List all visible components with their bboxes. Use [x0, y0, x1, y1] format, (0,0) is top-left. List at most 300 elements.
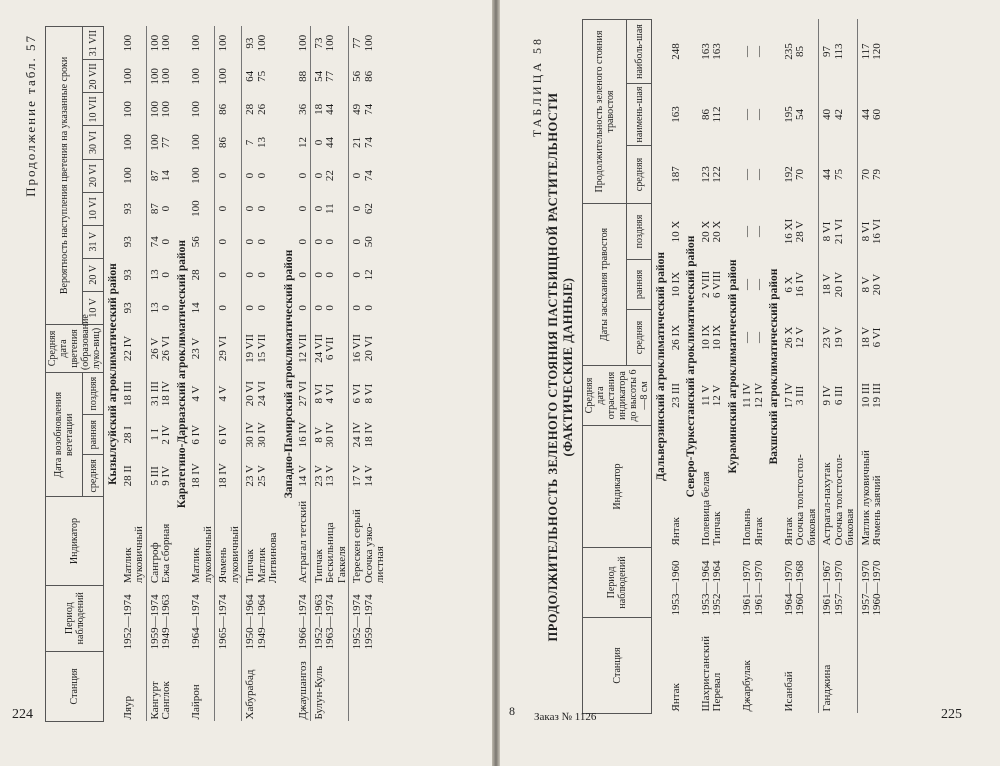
- probability-cell-line: 0: [160, 205, 172, 212]
- header-duration-longest: наиболь-шая: [627, 20, 652, 84]
- probability-cell: 36: [297, 103, 309, 115]
- probability-cell-line: 100: [324, 34, 336, 52]
- probability-cell: [310, 93, 349, 126]
- duration-min-cell-line: 195: [782, 106, 795, 123]
- station-cell-line: Санглок: [160, 681, 172, 720]
- header-drying-early: ранняя: [627, 260, 652, 310]
- probability-cell-line: 56: [351, 70, 363, 82]
- period-cell-line: 1953—1964: [699, 560, 712, 616]
- drying-early-cell: [701, 260, 724, 310]
- probability-cell: 56: [190, 236, 202, 248]
- duration-max-cell: [742, 20, 765, 84]
- header-station: Станция: [583, 618, 652, 714]
- period-cell-line: 1957—1970: [832, 560, 845, 616]
- veg-early-cell: 28 I: [121, 426, 134, 444]
- probability-cell-line: 44: [324, 103, 336, 115]
- indicator-cell-line: листная: [374, 546, 386, 584]
- probability-cell: [349, 225, 387, 258]
- table-row: [298, 27, 310, 722]
- veg-mean-cell-line: 13 V: [324, 465, 336, 487]
- flowering-mean-cell-line: 26 V: [148, 337, 161, 360]
- station-cell-line: Шахристанский: [699, 636, 712, 712]
- station-cell-line: Кангурт: [148, 681, 161, 720]
- duration-max-cell: 248: [669, 43, 682, 60]
- duration-min-cell-line: —: [741, 109, 753, 120]
- veg-mean-cell-line: 17 V: [351, 465, 363, 487]
- probability-cell: 86: [215, 93, 242, 126]
- regrowth-cell-line: 12 IV: [752, 382, 765, 409]
- veg-early-cell: 6 IV: [190, 424, 202, 445]
- veg-late-cell: [242, 373, 280, 415]
- header-green-duration: Продолжительность зеленого стояния травостоя: [583, 20, 627, 204]
- drying-late-cell: [742, 204, 765, 260]
- probability-cell: 0: [297, 305, 309, 311]
- period-cell: [310, 585, 349, 651]
- duration-mean-cell: [701, 146, 724, 204]
- period-cell-line: 1964—1970: [782, 560, 795, 616]
- indicator-cell: [784, 426, 819, 548]
- probability-cell-line: 11: [324, 203, 336, 214]
- probability-cell-line: 74: [362, 103, 375, 115]
- table-title-line2: (ФАКТИЧЕСКИЕ ДАННЫЕ): [561, 277, 575, 457]
- probability-cell: [242, 60, 280, 93]
- drying-early-cell-line: 6 VIII: [711, 271, 723, 298]
- probability-cell-line: 100: [362, 34, 375, 52]
- period-cell: [146, 585, 173, 651]
- duration-mean-cell-line: 75: [832, 169, 845, 180]
- probability-cell-line: 100: [255, 34, 268, 52]
- probability-cell-line: 0: [244, 272, 256, 278]
- veg-early-cell-line: 24 IV: [351, 422, 363, 448]
- veg-early-cell: 16 IV: [297, 422, 309, 448]
- indicator-cell-line: Литвинова: [267, 532, 279, 584]
- station-cell: [146, 651, 173, 721]
- indicator-cell-line: Гаккеля: [335, 546, 348, 584]
- regrowth-cell: [742, 366, 765, 426]
- veg-late-cell-line: 8 VI: [312, 383, 325, 404]
- probability-cell: 100: [190, 101, 202, 118]
- period-cell-line: 1952—1964: [711, 560, 723, 616]
- table-title-line1: ПРОДОЛЖИТЕЛЬНОСТЬ ЗЕЛЕНОГО СТОЯНИЯ ПАСТБИЩНОЙ РАСТИТЕЛЬНОСТИ: [546, 92, 560, 642]
- regrowth-cell-line: 3 III: [794, 385, 806, 406]
- probability-cell-line: 0: [255, 172, 268, 179]
- indicator-cell: Астрагал тетский: [297, 500, 309, 584]
- drying-mean-cell: [742, 310, 765, 366]
- drying-late-cell-line: 8 VI: [859, 221, 872, 242]
- header-probability-date: 31 VII: [83, 27, 104, 60]
- probability-cell-line: 0: [351, 205, 363, 212]
- header-veg-early: ранняя: [83, 415, 104, 455]
- regrowth-cell-line: 19 III: [871, 383, 883, 408]
- probability-cell: [349, 126, 387, 159]
- regrowth-cell: [784, 366, 819, 426]
- indicator-cell: [701, 426, 724, 548]
- duration-max-cell-line: 113: [832, 43, 845, 60]
- probability-cell-line: 0: [255, 272, 268, 278]
- probability-cell-line: 0: [160, 238, 172, 245]
- flowering-mean-cell-line: 15 VII: [255, 334, 268, 363]
- probability-cell: 100: [190, 68, 202, 85]
- veg-early-cell: [349, 415, 387, 455]
- probability-cell-line: 0: [324, 272, 336, 278]
- indicator-cell: Матлик луковичный: [190, 526, 214, 584]
- drying-late-cell-line: 20 X: [699, 220, 712, 243]
- veg-early-cell: [310, 415, 349, 455]
- probability-cell: 28: [190, 269, 202, 281]
- station-cell: Ганджина: [819, 618, 858, 714]
- probability-cell-line: 77: [324, 70, 336, 82]
- probability-cell-line: 0: [312, 205, 325, 212]
- drying-late-cell-line: 21 VI: [832, 218, 845, 245]
- regrowth-cell-line: 10 III: [859, 383, 872, 408]
- flowering-mean-cell: 23 V: [190, 337, 202, 360]
- veg-early-cell-line: 30 IV: [324, 422, 336, 448]
- probability-cell: [242, 192, 280, 225]
- probability-cell-line: 0: [160, 272, 172, 278]
- drying-late-cell: [701, 204, 724, 260]
- indicator-cell-line: Осочка узко-: [362, 522, 375, 584]
- header-probability-date: 10 VI: [83, 192, 104, 225]
- station-cell: Янтак: [669, 683, 682, 712]
- veg-mean-cell: [242, 455, 280, 497]
- flowering-mean-cell: [242, 324, 280, 372]
- period-cell-line: 1959—1974: [362, 594, 375, 650]
- duration-min-cell: 163: [669, 106, 682, 123]
- period-cell: 1953—1960: [669, 560, 682, 616]
- veg-early-cell-line: 1 I: [148, 428, 161, 441]
- period-cell: [242, 585, 280, 651]
- probability-cell-line: 54: [312, 70, 325, 82]
- table-row: [784, 20, 819, 714]
- indicator-cell-line: Типчак: [711, 511, 723, 546]
- indicator-cell: [857, 426, 884, 548]
- veg-early-cell-line: 30 IV: [244, 422, 256, 448]
- probability-cell: 100: [121, 134, 134, 151]
- probability-cell: [146, 126, 173, 159]
- drying-early-cell-line: —: [741, 279, 753, 290]
- duration-mean-cell-line: 122: [711, 166, 723, 183]
- table-row: [857, 20, 884, 714]
- region-title: Каратегино-Дарвазский агроклиматический район: [175, 239, 188, 509]
- flowering-mean-cell-line: 19 VII: [244, 334, 256, 363]
- drying-mean-cell: [701, 310, 724, 366]
- drying-mean-cell-line: 12 V: [794, 326, 806, 349]
- flowering-mean-cell-line: 6 VII: [324, 336, 336, 361]
- drying-early-cell-line: 2 VIII: [699, 271, 712, 298]
- probability-cell: [310, 60, 349, 93]
- probability-cell: 0: [297, 272, 309, 278]
- veg-mean-cell: 18 IV: [190, 463, 202, 489]
- duration-max-cell: [701, 20, 724, 84]
- probability-cell: 100: [121, 167, 134, 184]
- probability-cell: [242, 93, 280, 126]
- probability-cell-line: 100: [148, 134, 161, 151]
- indicator-cell-line: Бескильница: [324, 522, 336, 584]
- probability-cell: [146, 60, 173, 93]
- probability-cell: 93: [121, 236, 134, 248]
- table-row: [349, 27, 387, 722]
- probability-cell: 100: [215, 60, 242, 93]
- probability-cell: [242, 291, 280, 324]
- station-cell: Исанбай: [782, 671, 795, 712]
- probability-cell-line: 44: [324, 137, 336, 148]
- period-cell: [349, 585, 387, 651]
- probability-cell-line: 18: [312, 103, 325, 115]
- period-cell-line: 1957—1970: [859, 560, 872, 616]
- drying-early-cell-line: 20 IV: [832, 271, 845, 298]
- drying-late-cell-line: 16 XI: [782, 218, 795, 245]
- probability-cell: [310, 225, 349, 258]
- region-title: Вахшский агроклиматический район: [768, 268, 780, 465]
- veg-mean-cell-line: 9 IV: [160, 465, 172, 486]
- indicator-cell-line: Янтак: [782, 517, 795, 546]
- header-drying-mean: средняя: [627, 310, 652, 366]
- probability-cell: [349, 93, 387, 126]
- probability-cell-line: 73: [312, 37, 325, 49]
- table-row: [742, 20, 765, 714]
- station-cell: Булун-Куль: [310, 651, 349, 721]
- drying-mean-cell-line: 23 V: [821, 326, 833, 349]
- probability-cell: [310, 291, 349, 324]
- probability-cell: [349, 27, 387, 60]
- table-row: [146, 27, 173, 722]
- header-period: Период наблюдений: [583, 548, 652, 618]
- duration-max-cell-line: 97: [821, 46, 833, 57]
- period-cell: [701, 548, 724, 618]
- station-cell: Хабурабад: [242, 651, 280, 721]
- table-row: [215, 27, 242, 722]
- probability-cell: 100: [215, 27, 242, 60]
- indicator-cell: [310, 497, 349, 585]
- veg-late-cell-line: 18 IV: [160, 380, 172, 407]
- duration-mean-cell: [857, 146, 884, 204]
- probability-cell: 100: [190, 200, 202, 217]
- period-cell: 1964—1974: [190, 594, 202, 650]
- probability-cell-line: 77: [351, 37, 363, 49]
- header-indicator: Индикатор: [583, 426, 652, 548]
- probability-cell-line: 100: [160, 101, 172, 118]
- probability-cell-line: 7: [244, 139, 256, 146]
- flowering-mean-cell: [349, 324, 387, 372]
- drying-early-cell: 10 IX: [669, 271, 682, 298]
- probability-cell-line: 13: [148, 269, 161, 281]
- probability-cell: 0: [297, 238, 309, 245]
- station-cell: [701, 618, 724, 714]
- indicator-cell-line: Осочка толстостол-: [794, 454, 806, 546]
- page-number-left: 224: [12, 707, 33, 722]
- drying-early-cell-line: 18 V: [821, 273, 833, 296]
- drying-early-cell: [819, 260, 858, 310]
- veg-early-cell-line: 30 IV: [255, 422, 268, 448]
- veg-late-cell-line: 6 VI: [351, 383, 363, 404]
- flowering-mean-cell: 22 IV: [121, 335, 134, 362]
- period-cell-line: 1959—1974: [148, 594, 161, 650]
- duration-max-cell-line: 85: [794, 46, 806, 57]
- probability-cell-line: 0: [312, 139, 325, 146]
- indicator-cell-line: Астрагал-пахутак: [821, 462, 833, 546]
- indicator-cell-line: Полынь: [741, 508, 753, 546]
- probability-cell-line: 0: [351, 172, 363, 179]
- header-probability-date: 20 V: [83, 258, 104, 291]
- probability-cell: [349, 159, 387, 192]
- right-page: [500, 0, 1000, 766]
- drying-mean-cell-line: 18 V: [859, 326, 872, 349]
- drying-early-cell-line: 20 V: [871, 273, 883, 296]
- probability-cell: [310, 27, 349, 60]
- table-row: [671, 20, 683, 714]
- probability-cell-line: 0: [255, 205, 268, 212]
- table-label: ТАБЛИЦА 58: [530, 36, 544, 138]
- region-row: [724, 20, 743, 714]
- indicator-cell: [819, 426, 858, 548]
- indicator-cell-line: Типчак: [244, 549, 256, 584]
- station-cell: [215, 651, 242, 721]
- probability-cell-line: 28: [244, 103, 256, 115]
- duration-min-cell-line: 60: [871, 109, 883, 120]
- probability-cell-line: 0: [324, 238, 336, 245]
- indicator-cell-line: Янтак: [752, 517, 765, 546]
- probability-cell: 100: [121, 34, 134, 52]
- period-cell-line: 1950—1964: [244, 594, 256, 650]
- region-title: Кызылсуйский агроклиматический район: [107, 263, 119, 485]
- header-veg-mean: средняя: [83, 455, 104, 497]
- probability-cell-line: 75: [255, 70, 268, 82]
- drying-late-cell-line: 20 X: [711, 220, 723, 243]
- veg-late-cell: 4 V: [215, 373, 242, 415]
- probability-cell: 100: [190, 134, 202, 151]
- indicator-cell: [349, 497, 387, 585]
- probability-cell-line: 100: [148, 68, 161, 85]
- probability-cell: [349, 258, 387, 291]
- probability-cell: 0: [215, 258, 242, 291]
- veg-mean-cell: 18 IV: [215, 455, 242, 497]
- probability-cell-line: 0: [244, 305, 256, 311]
- drying-mean-cell-line: 10 IX: [699, 324, 712, 351]
- veg-late-cell-line: 24 VI: [255, 381, 268, 407]
- probability-cell: 100: [121, 68, 134, 85]
- table-row: [242, 27, 280, 722]
- period-cell: [857, 548, 884, 618]
- duration-mean-cell-line: —: [741, 169, 753, 180]
- station-cell: Лайрон: [190, 684, 202, 720]
- probability-cell-line: 0: [160, 305, 172, 311]
- drying-late-cell-line: 16 VI: [871, 218, 883, 245]
- probability-cell-line: 50: [362, 236, 375, 248]
- duration-min-cell-line: 54: [794, 109, 806, 120]
- region-title: Дальверзинский агроклиматический район: [655, 252, 667, 481]
- header-station: Станция: [46, 651, 104, 721]
- veg-early-cell-line: 8 V: [312, 426, 325, 443]
- probability-cell-line: 0: [351, 272, 363, 278]
- header-probability-date: 30 VI: [83, 126, 104, 159]
- probability-cell: 100: [190, 167, 202, 184]
- probability-cell: 14: [190, 302, 202, 314]
- drying-early-cell-line: 6 X: [782, 276, 795, 293]
- drying-early-cell-line: 16 IV: [794, 271, 806, 298]
- period-cell-line: 1963—1974: [324, 594, 336, 650]
- probability-cell-line: 0: [255, 305, 268, 311]
- page-number-right: 225: [941, 707, 962, 722]
- probability-cell-line: 0: [351, 305, 363, 311]
- flowering-mean-cell-line: 24 VII: [312, 334, 325, 363]
- running-title: Продолжение табл. 57: [23, 34, 38, 197]
- veg-early-cell: [146, 415, 173, 455]
- drying-early-cell: [784, 260, 819, 310]
- indicator-cell-line: Ячмень заячий: [871, 475, 883, 546]
- station-cell-line: Перевал: [711, 672, 723, 712]
- veg-mean-cell: [310, 455, 349, 497]
- region-row: [682, 20, 701, 714]
- region-row: [104, 27, 123, 722]
- regrowth-cell-line: 9 IV: [821, 385, 833, 406]
- regrowth-cell: [857, 366, 884, 426]
- header-probability: Вероятность наступления цветения на указанные сроки: [46, 27, 83, 325]
- probability-cell-line: 86: [362, 70, 375, 82]
- probability-cell-line: 0: [362, 305, 375, 311]
- header-veg-late: поздняя: [83, 373, 104, 415]
- probability-cell-line: 13: [148, 302, 161, 314]
- header-probability-date: 10 VII: [83, 93, 104, 126]
- probability-cell-line: 13: [255, 137, 268, 148]
- probability-cell-line: 77: [160, 137, 172, 148]
- indicator-cell: [146, 497, 173, 585]
- probability-cell-line: 0: [244, 172, 256, 179]
- indicator-cell: [242, 497, 280, 585]
- probability-cell: 0: [215, 159, 242, 192]
- indicator-cell-line: Матлик луковичный: [859, 450, 872, 546]
- probability-cell-line: 74: [362, 170, 375, 182]
- duration-min-cell-line: 44: [859, 109, 872, 120]
- flowering-table: [45, 26, 387, 722]
- probability-cell-line: 12: [362, 269, 375, 281]
- table-row: [123, 27, 147, 722]
- regrowth-cell-line: 6 III: [832, 385, 845, 406]
- drying-mean-cell: 26 IX: [669, 324, 682, 351]
- probability-cell: 100: [121, 101, 134, 118]
- region-row: [652, 20, 671, 714]
- region-row: [280, 27, 299, 722]
- indicator-cell-line: Терескен серый: [351, 509, 363, 584]
- veg-mean-cell: 14 V: [297, 465, 309, 487]
- signature-number: 8: [509, 704, 515, 718]
- header-probability-date: 31 V: [83, 225, 104, 258]
- drying-late-cell-line: 8 VI: [821, 221, 833, 242]
- station-cell: Ляур: [121, 695, 134, 720]
- header-drying-late: поздняя: [627, 204, 652, 260]
- probability-cell: 93: [121, 203, 134, 215]
- probability-cell-line: 74: [362, 137, 375, 148]
- flowering-mean-cell: [310, 324, 349, 372]
- probability-cell: 0: [215, 225, 242, 258]
- probability-cell-line: 100: [160, 34, 172, 52]
- probability-cell-line: 22: [324, 170, 336, 182]
- indicator-cell-line: биковая: [805, 508, 818, 546]
- duration-min-cell-line: 42: [832, 109, 845, 120]
- duration-mean-cell-line: —: [752, 169, 765, 180]
- probability-cell: 88: [297, 70, 309, 82]
- veg-late-cell: 18 III: [121, 381, 134, 406]
- period-cell: [819, 548, 858, 618]
- probability-cell: [310, 192, 349, 225]
- regrowth-cell: [701, 366, 724, 426]
- veg-early-cell: 6 IV: [215, 415, 242, 455]
- period-cell-line: 1960—1970: [871, 560, 883, 616]
- regrowth-cell: 23 III: [669, 383, 682, 408]
- veg-mean-cell-line: 25 V: [255, 465, 268, 487]
- duration-max-cell: [819, 20, 858, 84]
- book-gutter: [492, 0, 500, 766]
- duration-mean-cell-line: 123: [699, 166, 712, 183]
